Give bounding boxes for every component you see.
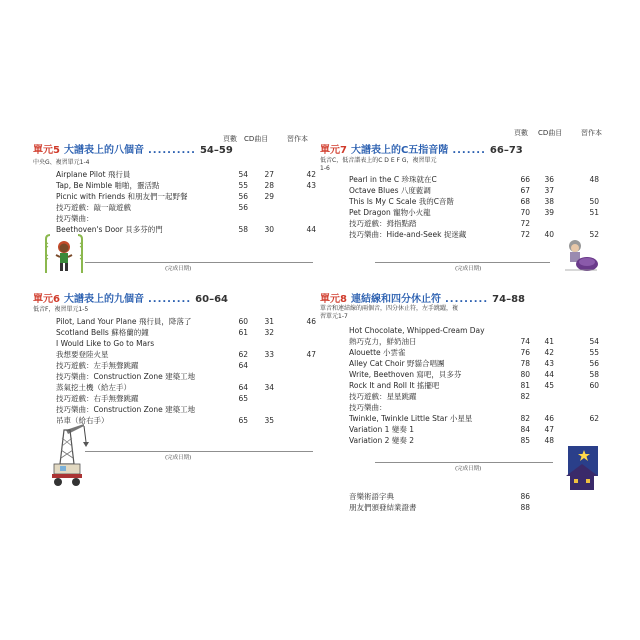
toc-entry	[56, 327, 316, 338]
header-workbook: 習作本	[581, 129, 602, 137]
entry-title: 我想要登陸火星	[56, 350, 109, 359]
entry-workbook-page: 52	[589, 230, 599, 239]
entry-cd-track: 41	[544, 337, 554, 346]
entry-workbook-page: 62	[589, 414, 599, 423]
unit-5-title: 單元5 大譜表上的八個音 .......... 54–59	[33, 145, 233, 156]
entry-workbook-page: 54	[589, 337, 599, 346]
entry-cd-track: 44	[544, 370, 554, 379]
entry-page: 67	[520, 186, 530, 195]
entry-title: Alouette 小雲雀	[349, 348, 406, 357]
header-page: 頁數	[223, 135, 237, 143]
entry-cd-track: 40	[544, 230, 554, 239]
entry-title: I Would Like to Go to Mars	[56, 339, 155, 348]
entry-title: 技巧樂曲：Hide-and-Seek 捉迷藏	[349, 230, 467, 239]
unit-6-entries	[56, 316, 316, 426]
entry-title: This Is My C Scale 我的C音階	[349, 197, 454, 206]
unit-pages: 60–64	[195, 294, 229, 305]
entry-title: Pilot, Land Your Plane 飛行員，降落了	[56, 317, 192, 326]
completion-date: (完成日期)	[455, 466, 482, 472]
entry-cd-track: 42	[544, 348, 554, 357]
entry-cd-track: 34	[264, 383, 274, 392]
toc-entry	[56, 404, 316, 415]
toc-entry	[56, 338, 316, 349]
entry-page: 76	[520, 348, 530, 357]
toc-entry	[349, 424, 611, 435]
entry-page: 82	[520, 392, 530, 401]
toc-entry	[56, 382, 316, 393]
entry-page: 64	[238, 383, 248, 392]
unit-pages: 74–88	[492, 294, 526, 305]
entry-title: Scotland Bells 蘇格蘭的鐘	[56, 328, 149, 337]
entry-page: 88	[520, 503, 530, 512]
unit-heading: 大譜表上的C五指音階	[350, 145, 449, 156]
entry-workbook-page: 56	[589, 359, 599, 368]
entry-title: Variation 2 變奏 2	[349, 436, 414, 445]
toc-entry	[349, 402, 611, 413]
toc-entry	[56, 224, 316, 235]
entry-page: 82	[520, 414, 530, 423]
entry-title: Write, Beethoven 寫吧，貝多芬	[349, 370, 462, 379]
entry-workbook-page: 47	[306, 350, 316, 359]
crane-illustration	[44, 420, 90, 488]
toc-entry	[349, 502, 549, 513]
entry-page: 68	[520, 197, 530, 206]
entry-page: 86	[520, 492, 530, 501]
toc-entry	[56, 349, 316, 360]
toc-entry	[349, 347, 611, 358]
entry-title: 技巧遊戲：右手無聲跳躍	[56, 394, 139, 403]
hiding-child-illustration	[563, 238, 599, 272]
entry-page: 70	[520, 208, 530, 217]
unit-heading: 大譜表上的八個音	[63, 145, 144, 156]
header-cd: CD曲目	[244, 135, 269, 143]
toc-entry	[349, 207, 611, 218]
entry-page: 74	[520, 337, 530, 346]
entry-cd-track: 39	[544, 208, 554, 217]
unit-8-subtitle: 單音和連結線的兩個音，四分休止符，左手跳躍，複習單元1-7	[320, 305, 459, 320]
unit-7-subtitle: 低音C，低音譜表上的C D E F G，複習單元1-6	[320, 157, 437, 172]
entry-page: 65	[238, 394, 248, 403]
entry-title: Beethoven's Door 貝多芬的門	[56, 225, 163, 234]
entry-cd-track: 43	[544, 359, 554, 368]
entry-cd-track: 33	[264, 350, 274, 359]
entry-page: 65	[238, 416, 248, 425]
unit-7-entries	[349, 174, 611, 240]
header-cd: CD曲目	[538, 129, 563, 137]
entry-title: Alley Cat Choir 野貓合唱團	[349, 359, 445, 368]
toc-entry	[56, 371, 316, 382]
toc-entry	[349, 174, 611, 185]
entry-title: Pet Dragon 寵物小火龍	[349, 208, 431, 217]
entry-title: Pearl in the C 珍珠就在C	[349, 175, 437, 184]
entry-title: 技巧樂曲：	[349, 403, 387, 412]
entry-title: 熱巧克力，鮮奶油日	[349, 337, 417, 346]
entry-page: 60	[238, 317, 248, 326]
entry-workbook-page: 58	[589, 370, 599, 379]
entry-page: 78	[520, 359, 530, 368]
toc-entry	[56, 415, 316, 426]
completion-date: (完成日期)	[165, 266, 192, 272]
unit-heading: 大譜表上的九個音	[63, 294, 144, 305]
entry-title: 技巧遊戲：拇指點踏	[349, 219, 417, 228]
toc-entry	[56, 191, 316, 202]
entry-page: 61	[238, 328, 248, 337]
entry-title: 蒸氣挖土機（給左手）	[56, 383, 131, 392]
toc-entry	[56, 316, 316, 327]
unit-6-title: 單元6 大譜表上的九個音 ......... 60–64	[33, 294, 229, 305]
entry-workbook-page: 46	[306, 317, 316, 326]
entry-page: 72	[520, 230, 530, 239]
entry-page: 55	[238, 181, 248, 190]
entry-cd-track: 36	[544, 175, 554, 184]
house-with-star-illustration	[562, 442, 602, 492]
entry-page: 56	[238, 203, 248, 212]
entry-workbook-page: 43	[306, 181, 316, 190]
toc-entry	[349, 391, 611, 402]
toc-entry	[349, 218, 611, 229]
entry-workbook-page: 51	[589, 208, 599, 217]
unit-pages: 66–73	[489, 145, 523, 156]
unit-5-subtitle: 中央G、複習單元1-4	[33, 159, 90, 166]
entry-cd-track: 30	[264, 225, 274, 234]
entry-title: 吊車（給右手）	[56, 416, 109, 425]
toc-entry	[349, 491, 549, 502]
entry-workbook-page: 48	[589, 175, 599, 184]
entry-cd-track: 46	[544, 414, 554, 423]
unit-5-entries	[56, 169, 316, 235]
entry-page: 84	[520, 425, 530, 434]
toc-entry	[349, 358, 611, 369]
unit-label: 單元5	[33, 145, 60, 156]
entry-cd-track: 45	[544, 381, 554, 390]
completion-date: (完成日期)	[165, 455, 192, 461]
toc-entry	[349, 325, 611, 336]
entry-page: 85	[520, 436, 530, 445]
unit-label: 單元7	[320, 145, 347, 156]
entry-page: 56	[238, 192, 248, 201]
entry-title: 技巧遊戲：敲一敲遊戲	[56, 203, 131, 212]
appendix-entries	[349, 491, 549, 513]
entry-title: Rock It and Roll It 搖擺吧	[349, 381, 440, 390]
entry-title: 音樂術語字典	[349, 492, 394, 501]
toc-entry	[349, 196, 611, 207]
entry-title: 技巧樂曲：	[56, 214, 94, 223]
entry-workbook-page: 44	[306, 225, 316, 234]
entry-page: 72	[520, 219, 530, 228]
entry-page: 62	[238, 350, 248, 359]
entry-cd-track: 27	[264, 170, 274, 179]
entry-page: 58	[238, 225, 248, 234]
unit-pages: 54–59	[199, 145, 233, 156]
entry-cd-track: 31	[264, 317, 274, 326]
entry-cd-track: 38	[544, 197, 554, 206]
entry-page: 80	[520, 370, 530, 379]
toc-entry	[56, 360, 316, 371]
entry-title: Octave Blues 八度藍調	[349, 186, 431, 195]
entry-title: Variation 1 變奏 1	[349, 425, 414, 434]
entry-workbook-page: 60	[589, 381, 599, 390]
header-page: 頁數	[514, 129, 528, 137]
unit-6-subtitle: 低音F，複習單元1-5	[33, 306, 89, 313]
unit-heading: 連結線和四分休止符	[350, 294, 441, 305]
entry-page: 64	[238, 361, 248, 370]
child-with-drum-illustration	[42, 233, 88, 275]
toc-entry	[349, 336, 611, 347]
entry-workbook-page: 50	[589, 197, 599, 206]
entry-title: 技巧遊戲：左手無聲跳躍	[56, 361, 139, 370]
entry-cd-track: 32	[264, 328, 274, 337]
toc-entry	[349, 413, 611, 424]
toc-entry	[56, 169, 316, 180]
unit-7-title: 單元7 大譜表上的C五指音階 ....... 66–73	[320, 145, 523, 156]
unit-label: 單元6	[33, 294, 60, 305]
entry-page: 66	[520, 175, 530, 184]
toc-entry	[56, 213, 316, 224]
entry-cd-track: 28	[264, 181, 274, 190]
entry-workbook-page: 42	[306, 170, 316, 179]
toc-entry	[349, 369, 611, 380]
entry-cd-track: 29	[264, 192, 274, 201]
header-workbook: 習作本	[287, 135, 308, 143]
completion-date: (完成日期)	[455, 266, 482, 272]
entry-cd-track: 37	[544, 186, 554, 195]
entry-title: Twinkle, Twinkle Little Star 小星星	[349, 414, 473, 423]
unit-8-title: 單元8 連結線和四分休止符 ......... 74–88	[320, 294, 526, 305]
unit-8-entries	[349, 325, 611, 446]
entry-title: 朋友們頒發結業證書	[349, 503, 417, 512]
toc-entry	[56, 180, 316, 191]
entry-cd-track: 35	[264, 416, 274, 425]
entry-title: Tap, Be Nimble 啪啪，靈活點	[56, 181, 160, 190]
entry-title: Picnic with Friends 和朋友們一起野餐	[56, 192, 188, 201]
entry-workbook-page: 55	[589, 348, 599, 357]
entry-title: Hot Chocolate, Whipped-Cream Day	[349, 326, 485, 335]
toc-entry	[349, 185, 611, 196]
entry-cd-track: 47	[544, 425, 554, 434]
entry-title: Airplane Pilot 飛行員	[56, 170, 131, 179]
entry-page: 81	[520, 381, 530, 390]
unit-label: 單元8	[320, 294, 347, 305]
toc-entry	[56, 393, 316, 404]
entry-title: 技巧樂曲：Construction Zone 建築工地	[56, 372, 196, 381]
entry-title: 技巧遊戲：星星跳躍	[349, 392, 417, 401]
entry-page: 54	[238, 170, 248, 179]
entry-cd-track: 48	[544, 436, 554, 445]
toc-entry	[349, 380, 611, 391]
toc-entry	[56, 202, 316, 213]
entry-title: 技巧樂曲：Construction Zone 建築工地	[56, 405, 196, 414]
